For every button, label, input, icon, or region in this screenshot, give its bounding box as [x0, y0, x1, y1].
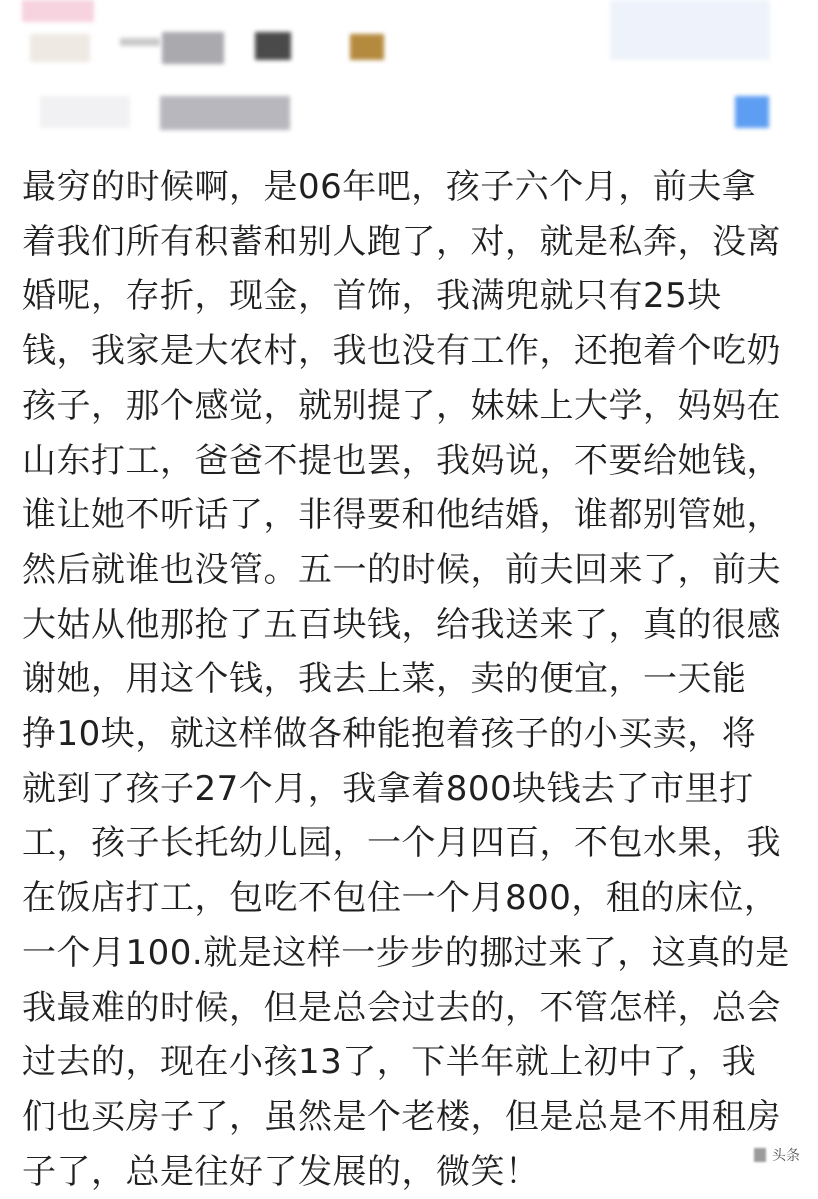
- blurred-block: [120, 38, 160, 46]
- post-line: 一个月100.就是这样一步步的挪过来了，这真的是: [22, 932, 790, 973]
- post-line: 在饭店打工，包吃不包住一个月800，租的床位，: [22, 878, 779, 919]
- post-line: 们也买房子了，虽然是个老楼，但是总是不用租房: [22, 1096, 781, 1137]
- blurred-avatar: [22, 0, 94, 22]
- post-line: 山东打工，爸爸不提也罢，我妈说，不要给她钱，: [22, 440, 781, 481]
- blurred-action-icon: [735, 96, 769, 128]
- blurred-block: [610, 0, 770, 60]
- post-line: 最穷的时候啊，是06年吧，孩子六个月，前夫拿: [22, 167, 757, 207]
- post-line: 挣10块，就这样做各种能抱着孩子的小买卖，将: [22, 714, 757, 755]
- post-line: 工，孩子长托幼儿园，一个月四百，不包水果，我: [22, 823, 781, 864]
- post-line: 然后就谁也没管。五一的时候，前夫回来了，前夫: [22, 549, 781, 590]
- blurred-header: [0, 0, 818, 150]
- blurred-block: [40, 96, 130, 128]
- post-line: 过去的，现在小孩13了，下半年就上初中了，我: [22, 1042, 757, 1083]
- post-line: 大姑从他那抢了五百块钱，给我送来了，真的很感: [22, 604, 781, 645]
- post-line: 着我们所有积蓄和别人跑了，对，就是私奔，没离: [22, 221, 781, 262]
- blurred-block: [255, 32, 291, 60]
- blurred-badge: [350, 34, 384, 60]
- watermark-text: 头条: [772, 1148, 800, 1164]
- blurred-username: [162, 32, 224, 64]
- blurred-block: [30, 34, 90, 62]
- watermark-icon: [754, 1148, 766, 1162]
- post-line: 子了，总是往好了发展的，微笑！: [22, 1151, 540, 1192]
- post-line: 钱，我家是大农村，我也没有工作，还抱着个吃奶: [22, 331, 781, 372]
- blurred-meta: [160, 96, 290, 130]
- watermark: [754, 1144, 800, 1166]
- post-line: 谢她，用这个钱，我去上菜，卖的便宜，一天能: [22, 659, 747, 700]
- post-body: [22, 160, 802, 1199]
- post-line: 谁让她不听话了，非得要和他结婚，谁都别管她，: [22, 495, 781, 536]
- post-line: 我最难的时候，但是总会过去的，不管怎样，总会: [22, 987, 781, 1028]
- post-line: 婚呢，存折，现金，首饰，我满兜就只有25块: [22, 276, 722, 317]
- post-line: 就到了孩子27个月，我拿着800块钱去了市里打: [22, 768, 754, 809]
- post-line: 孩子，那个感觉，就别提了，妹妹上大学，妈妈在: [22, 385, 781, 426]
